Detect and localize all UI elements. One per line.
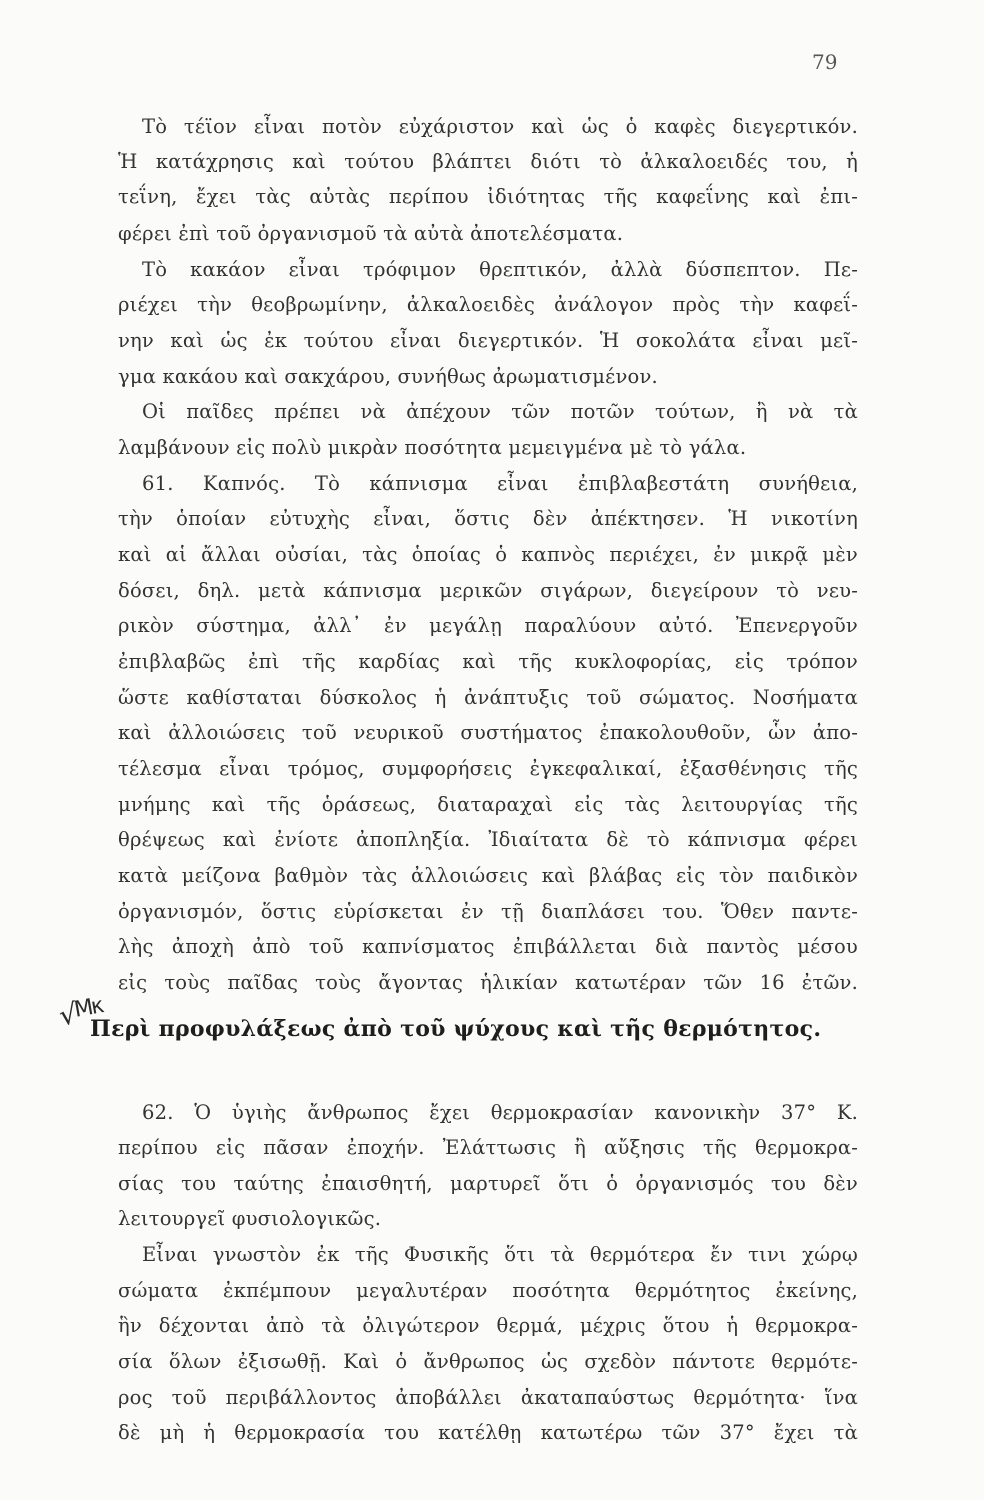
checkmark-icon: √: [56, 997, 78, 1033]
text-line: 61. Καπνός. Τὸ κάπνισμα εἶναι ἐπιβλαβεστάτη συνήθεια,: [142, 472, 858, 495]
text-line: λὴς ἀποχὴ ἀπὸ τοῦ καπνίσματος ἐπιβάλλεται διὰ παντὸς μέσου: [118, 935, 858, 958]
text-line: ρικὸν σύστημα, ἀλλ᾽ ἐν μεγάλῃ παραλύουν αὐτό. Ἐπενεργοῦν: [118, 614, 858, 637]
text-line: σώματα ἐκπέμπουν μεγαλυτέραν ποσότητα θερμότητος ἐκείνης,: [118, 1279, 858, 1302]
text-line: δόσει, δηλ. μετὰ κάπνισμα μερικῶν σιγάρων, διεγείρουν τὸ νευ-: [118, 579, 858, 602]
text-line: Τὸ κακάον εἶναι τρόφιμον θρεπτικόν, ἀλλὰ δύσπεπτον. Πε-: [142, 258, 858, 281]
text-line: μνήμης καὶ τῆς ὁράσεως, διαταραχαὶ εἰς τὰς λειτουργίας τῆς: [118, 793, 858, 816]
text-line: ἐπιβλαβῶς ἐπὶ τῆς καρδίας καὶ τῆς κυκλοφορίας, εἰς τρόπον: [118, 650, 858, 673]
text-line: δὲ μὴ ἡ θερμοκρασία του κατέλθῃ κατωτέρω τῶν 37° ἔχει τὰ: [118, 1421, 858, 1444]
text-line: Ἡ κατάχρησις καὶ τούτου βλάπτει διότι τὸ ἀλκαλοειδές του, ἡ: [118, 150, 858, 173]
text-line: σία ὅλων ἐξισωθῇ. Καὶ ὁ ἄνθρωπος ὡς σχεδὸν πάντοτε θερμότε-: [118, 1350, 858, 1373]
text-line: ρος τοῦ περιβάλλοντος ἀποβάλλει ἀκαταπαύστως θερμότητα· ἵνα: [118, 1386, 858, 1409]
page-number: 79: [812, 50, 838, 74]
text-line: τὴν ὁποίαν εὐτυχὴς εἶναι, ὅστις δὲν ἀπέκτησεν. Ἡ νικοτίνη: [118, 507, 858, 530]
text-line: τεΐνη, ἔχει τὰς αὐτὰς περίπου ἰδιότητας τῆς καφεΐνης καὶ ἐπι-: [118, 185, 858, 208]
text-line: 62. Ὁ ὑγιὴς ἄνθρωπος ἔχει θερμοκρασίαν κανονικὴν 37° Κ.: [142, 1101, 858, 1124]
text-line: θρέψεως καὶ ἐνίοτε ἀποπληξία. Ἰδιαίτατα δὲ τὸ κάπνισμα φέρει: [118, 828, 858, 851]
text-line: περίπου εἰς πᾶσαν ἐποχήν. Ἐλάττωσις ἢ αὔξησις τῆς θερμοκρα-: [118, 1136, 858, 1159]
text-line: ἣν δέχονται ἀπὸ τὰ ὀλιγώτερον θερμά, μέχρις ὅτου ἡ θερμοκρα-: [118, 1314, 858, 1337]
text-line: Τὸ τέϊον εἶναι ποτὸν εὐχάριστον καὶ ὡς ὁ καφὲς διεγερτικόν.: [142, 115, 858, 138]
text-line: νην καὶ ὡς ἐκ τούτου εἶναι διεγερτικόν. Ἡ σοκολάτα εἶναι μεῖ-: [118, 329, 858, 352]
text-line: ριέχει τὴν θεοβρωμίνην, ἀλκαλοειδὲς ἀνάλογον πρὸς τὴν καφεΐ-: [118, 293, 858, 316]
text-line: Εἶναι γνωστὸν ἐκ τῆς Φυσικῆς ὅτι τὰ θερμότερα ἔν τινι χώρῳ: [142, 1243, 858, 1266]
text-line: φέρει ἐπὶ τοῦ ὀργανισμοῦ τὰ αὐτὰ ἀποτελέσματα.: [118, 222, 624, 245]
text-line: Οἱ παῖδες πρέπει νὰ ἀπέχουν τῶν ποτῶν τούτων, ἢ νὰ τὰ: [142, 400, 858, 423]
text-line: λαμβάνουν εἰς πολὺ μικρὰν ποσότητα μεμειγμένα μὲ τὸ γάλα.: [118, 436, 747, 459]
text-line: σίας του ταύτης ἐπαισθητή, μαρτυρεῖ ὅτι ὁ ὀργανισμός του δὲν: [118, 1172, 858, 1195]
text-line: γμα κακάου καὶ σακχάρου, συνήθως ἀρωματισμένον.: [118, 365, 658, 388]
text-line: ὀργανισμόν, ὅστις εὑρίσκεται ἐν τῇ διαπλάσει του. Ὅθεν παντε-: [118, 900, 858, 923]
text-line: καὶ ἀλλοιώσεις τοῦ νευρικοῦ συστήματος ἐπακολουθοῦν, ὧν ἀπο-: [118, 721, 858, 744]
section-heading: Περὶ προφυλάξεως ἀπὸ τοῦ ψύχους καὶ τῆς θερμότητος.: [90, 1016, 822, 1042]
text-line: κατὰ μείζονα βαθμὸν τὰς ἀλλοιώσεις καὶ βλάβας εἰς τὸν παιδικὸν: [118, 864, 858, 887]
text-line: καὶ αἱ ἄλλαι οὐσίαι, τὰς ὁποίας ὁ καπνὸς περιέχει, ἐν μικρᾷ μὲν: [118, 543, 858, 566]
text-line: εἰς τοὺς παῖδας τοὺς ἄγοντας ἡλικίαν κατωτέραν τῶν 16 ἐτῶν.: [118, 971, 858, 994]
text-line: ὥστε καθίσταται δύσκολος ἡ ἀνάπτυξις τοῦ σώματος. Νοσήματα: [118, 686, 858, 709]
text-line: τέλεσμα εἶναι τρόμος, συμφορήσεις ἐγκεφαλικαί, ἐξασθένησις τῆς: [118, 757, 858, 780]
text-line: λειτουργεῖ φυσιολογικῶς.: [118, 1207, 382, 1230]
margin-note-text: Mκ: [72, 993, 105, 1023]
